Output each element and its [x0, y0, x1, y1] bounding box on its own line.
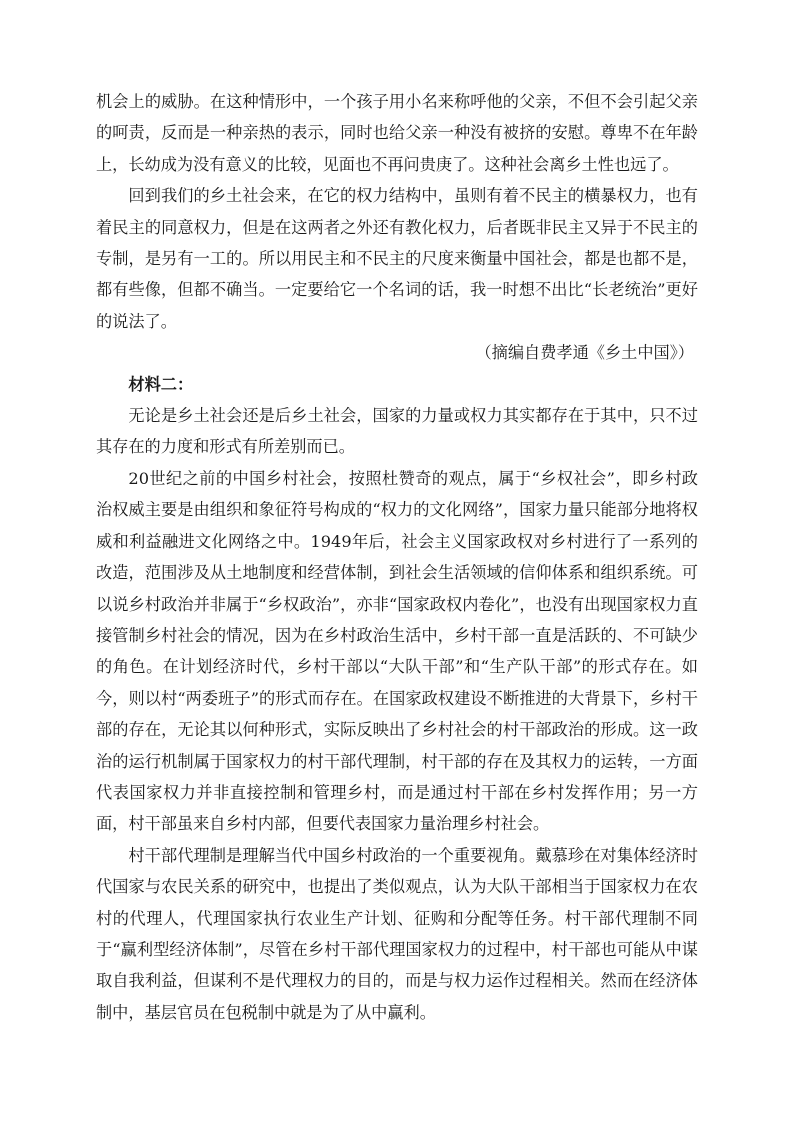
material2-paragraph-3: 村干部代理制是理解当代中国乡村政治的一个重要视角。戴慕珍在对集体经济时代国家与农民关系的研究中，也提出了类似观点，认为大队干部相当于国家权力在农村的代理人，代理国家执行农业生产计划、征购和分配等任务。村干部代理制不同于“赢利型经济体制”，尽管在乡村干部代理国家权力的过程中，村干部也可能从中谋取自我利益，但谋利不是代理权力的目的，而是与权力运作过程相关。然而在经济体制中，基层官员在包税制中就是为了从中赢利。	[96, 845, 698, 1022]
material2-heading: 材料二：	[128, 374, 194, 394]
document-page	[96, 86, 698, 1028]
material1-source: （摘编自费孝通《乡土中国》）	[475, 343, 694, 363]
material2-paragraph-2: 20世纪之前的中国乡村社会，按照杜赞奇的观点，属于“乡权社会”，即乡村政治权威主要是由组织和象征符号构成的“权力的文化网络”，国家力量只能部分地将权威和利益融进文化网络之中。1949年后，社会主义国家政权对乡村进行了一系列的改造，范围涉及从土地制度和经营体制，到社会生活领域的信仰体系和组织系统。可以说乡村政治并非属于“乡权政治”，亦非“国家政权内卷化”，也没有出现国家权力直接管制乡村社会的情况，因为在乡村政治生活中，乡村干部一直是活跃的、不可缺少的角色。在计划经济时代，乡村干部以“大队干部”和“生产队干部”的形式存在。如今，则以村“两委班子”的形式而存在。在国家政权建设不断推进的大背景下，乡村干部的存在，无论其以何种形式，实际反映出了乡村社会的村干部政治的形成。这一政治的运行机制属于国家权力的村干部代理制，村干部的存在及其权力的运转，一方面代表国家权力并非直接控制和管理乡村，而是通过村干部在乡村发挥作用；另一方面，村干部虽来自乡村内部，但要代表国家力量治理乡村社会。	[96, 468, 698, 834]
material2-paragraph-1: 无论是乡土社会还是后乡土社会，国家的力量或权力其实都存在于其中，只不过其存在的力度和形式有所差别而已。	[96, 406, 698, 457]
material1-paragraph-1: 机会上的威胁。在这种情形中，一个孩子用小名来称呼他的父亲，不但不会引起父亲的呵责，反而是一种亲热的表示，同时也给父亲一种没有被挤的安慰。尊卑不在年龄上，长幼成为没有意义的比较，见面也不再问贵庚了。这种社会离乡土性也远了。	[96, 92, 698, 174]
material1-paragraph-2: 回到我们的乡土社会来，在它的权力结构中，虽则有着不民主的横暴权力，也有着民主的同意权力，但是在这两者之外还有教化权力，后者既非民主又异于不民主的专制，是另有一工的。所以用民主和不民主的尺度来衡量中国社会，都是也都不是，都有些像，但都不确当。一定要给它一个名词的话，我一时想不出比“长老统治”更好的说法了。	[96, 186, 698, 331]
